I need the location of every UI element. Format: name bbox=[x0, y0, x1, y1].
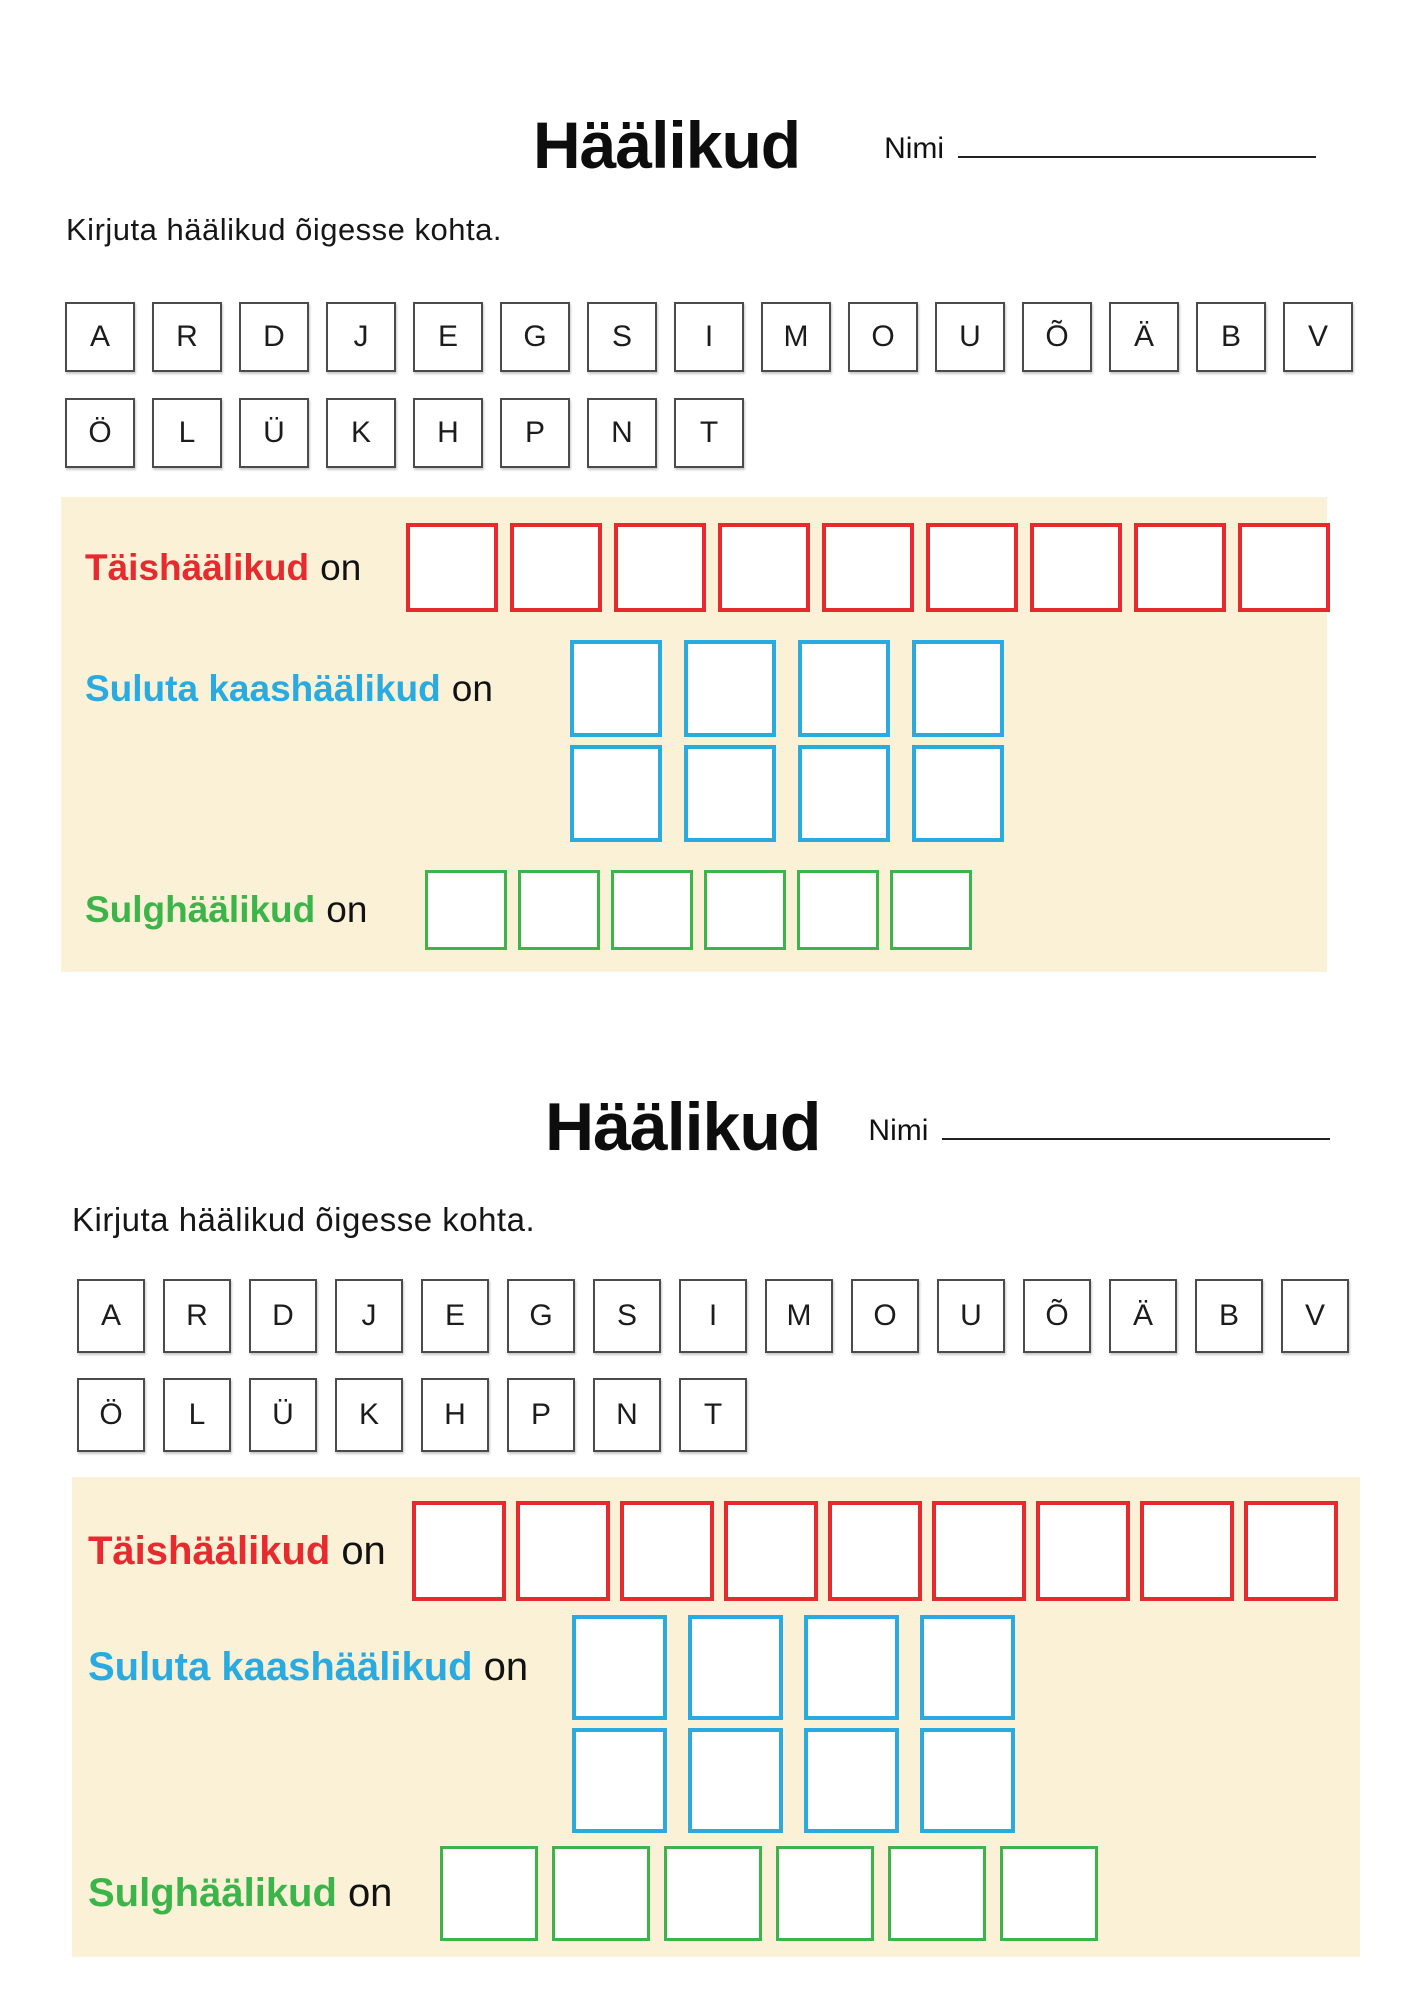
letter-tile: Õ bbox=[1022, 302, 1092, 372]
worksheet-copy-1 bbox=[0, 0, 1414, 972]
answer-box[interactable] bbox=[1238, 523, 1330, 612]
letter-tile: Ü bbox=[239, 398, 309, 468]
name-write-line[interactable] bbox=[942, 1138, 1330, 1140]
answer-box[interactable] bbox=[704, 870, 786, 950]
worksheet-header bbox=[0, 1089, 1414, 1165]
answer-box[interactable] bbox=[572, 1615, 667, 1720]
nonplosive-consonants-section bbox=[88, 1615, 1360, 1833]
worksheet-header bbox=[0, 0, 1414, 182]
page-title: Häälikud bbox=[533, 108, 801, 182]
answer-box[interactable] bbox=[688, 1728, 783, 1833]
plosive-answer-boxes bbox=[440, 1846, 1098, 1941]
name-label: Nimi bbox=[884, 132, 945, 165]
answer-box[interactable] bbox=[932, 1501, 1026, 1601]
answer-box[interactable] bbox=[614, 523, 706, 612]
nonplosive-answer-boxes-row-2 bbox=[570, 745, 1004, 842]
letter-tile: J bbox=[335, 1279, 403, 1353]
answer-box[interactable] bbox=[776, 1846, 874, 1941]
letter-tile: U bbox=[937, 1279, 1005, 1353]
letter-tile: N bbox=[593, 1378, 661, 1452]
answer-box[interactable] bbox=[552, 1846, 650, 1941]
letter-tile: P bbox=[507, 1378, 575, 1452]
letter-tile: B bbox=[1196, 302, 1266, 372]
answer-box[interactable] bbox=[798, 745, 890, 842]
answer-box[interactable] bbox=[1036, 1501, 1130, 1601]
letter-tile: J bbox=[326, 302, 396, 372]
name-field bbox=[884, 132, 1316, 166]
letter-tile: I bbox=[674, 302, 744, 372]
answer-box[interactable] bbox=[684, 745, 776, 842]
answer-box[interactable] bbox=[412, 1501, 506, 1601]
letter-tile: Ö bbox=[77, 1378, 145, 1452]
answer-box[interactable] bbox=[920, 1615, 1015, 1720]
letter-bank-row-1 bbox=[77, 1279, 1414, 1353]
letter-tile: E bbox=[413, 302, 483, 372]
vowel-answer-boxes bbox=[412, 1501, 1338, 1601]
answer-box[interactable] bbox=[440, 1846, 538, 1941]
nonplosive-answer-box-rows bbox=[570, 640, 1004, 842]
answer-box[interactable] bbox=[572, 1728, 667, 1833]
letter-tile: V bbox=[1283, 302, 1353, 372]
answer-box[interactable] bbox=[1134, 523, 1226, 612]
letter-tile: O bbox=[848, 302, 918, 372]
letter-tile: Ö bbox=[65, 398, 135, 468]
answer-box[interactable] bbox=[1030, 523, 1122, 612]
letter-tile: L bbox=[152, 398, 222, 468]
page-title: Häälikud bbox=[545, 1089, 821, 1165]
plosives-section bbox=[85, 870, 1327, 950]
letter-tile: T bbox=[679, 1378, 747, 1452]
answer-box[interactable] bbox=[804, 1615, 899, 1720]
letter-tile: U bbox=[935, 302, 1005, 372]
letter-tile: T bbox=[674, 398, 744, 468]
name-write-line[interactable] bbox=[958, 156, 1316, 158]
vowel-answer-boxes bbox=[406, 523, 1330, 612]
letter-tile: E bbox=[421, 1279, 489, 1353]
letter-tile: K bbox=[326, 398, 396, 468]
answer-box[interactable] bbox=[684, 640, 776, 737]
worksheet-copy-2 bbox=[0, 1089, 1414, 1957]
nonplosive-answer-boxes-row-1 bbox=[570, 640, 1004, 737]
letter-tile: N bbox=[587, 398, 657, 468]
answer-box[interactable] bbox=[688, 1615, 783, 1720]
letter-tile: V bbox=[1281, 1279, 1349, 1353]
answer-panel bbox=[72, 1477, 1360, 1957]
letter-tile: D bbox=[239, 302, 309, 372]
letter-tile: I bbox=[679, 1279, 747, 1353]
answer-box[interactable] bbox=[890, 870, 972, 950]
answer-box[interactable] bbox=[828, 1501, 922, 1601]
nonplosive-answer-box-rows bbox=[572, 1615, 1015, 1833]
plosive-answer-boxes bbox=[425, 870, 972, 950]
letter-tile: A bbox=[65, 302, 135, 372]
answer-box[interactable] bbox=[1000, 1846, 1098, 1941]
letter-tile: Õ bbox=[1023, 1279, 1091, 1353]
answer-box[interactable] bbox=[798, 640, 890, 737]
answer-box[interactable] bbox=[611, 870, 693, 950]
nonplosive-answer-boxes-row-2 bbox=[572, 1728, 1015, 1833]
nonplosive-consonants-section bbox=[85, 640, 1327, 842]
answer-box[interactable] bbox=[570, 640, 662, 737]
letter-tile: L bbox=[163, 1378, 231, 1452]
letter-tile: R bbox=[163, 1279, 231, 1353]
vowels-section bbox=[88, 1501, 1360, 1601]
letter-tile: S bbox=[593, 1279, 661, 1353]
nonplosive-answer-boxes-row-1 bbox=[572, 1615, 1015, 1720]
plosives-label: Sulghäälikud on bbox=[88, 1871, 393, 1915]
instruction-text: Kirjuta häälikud õigesse kohta. bbox=[72, 1201, 536, 1238]
letter-tile: D bbox=[249, 1279, 317, 1353]
nonplosive-consonants-label: Suluta kaashäälikud on bbox=[85, 667, 493, 709]
vowels-label: Täishäälikud on bbox=[88, 1528, 386, 1573]
answer-box[interactable] bbox=[822, 523, 914, 612]
answer-box[interactable] bbox=[1140, 1501, 1234, 1601]
answer-box[interactable] bbox=[920, 1728, 1015, 1833]
answer-box[interactable] bbox=[912, 745, 1004, 842]
plosives-section bbox=[88, 1846, 1360, 1941]
letter-tile: K bbox=[335, 1378, 403, 1452]
letter-tile: Ü bbox=[249, 1378, 317, 1452]
letter-tile: H bbox=[413, 398, 483, 468]
answer-box[interactable] bbox=[406, 523, 498, 612]
letter-tile: B bbox=[1195, 1279, 1263, 1353]
vowels-section bbox=[85, 523, 1327, 612]
answer-box[interactable] bbox=[1244, 1501, 1338, 1601]
letter-bank-row-2 bbox=[77, 1378, 1414, 1452]
answer-box[interactable] bbox=[718, 523, 810, 612]
nonplosive-consonants-label: Suluta kaashäälikud on bbox=[88, 1645, 529, 1689]
answer-box[interactable] bbox=[620, 1501, 714, 1601]
answer-box[interactable] bbox=[926, 523, 1018, 612]
letter-bank-row-2 bbox=[65, 398, 1414, 468]
plosives-label: Sulghäälikud on bbox=[85, 889, 368, 930]
answer-box[interactable] bbox=[797, 870, 879, 950]
letter-tile: G bbox=[500, 302, 570, 372]
name-label: Nimi bbox=[868, 1114, 929, 1147]
letter-tile: O bbox=[851, 1279, 919, 1353]
answer-box[interactable] bbox=[664, 1846, 762, 1941]
answer-panel bbox=[61, 497, 1327, 972]
letter-tile: M bbox=[765, 1279, 833, 1353]
answer-box[interactable] bbox=[510, 523, 602, 612]
letter-bank-row-1 bbox=[65, 302, 1414, 372]
answer-box[interactable] bbox=[912, 640, 1004, 737]
answer-box[interactable] bbox=[570, 745, 662, 842]
letter-tile: A bbox=[77, 1279, 145, 1353]
instruction-text: Kirjuta häälikud õigesse kohta. bbox=[66, 212, 502, 247]
letter-tile: S bbox=[587, 302, 657, 372]
letter-tile: Ä bbox=[1109, 302, 1179, 372]
answer-box[interactable] bbox=[724, 1501, 818, 1601]
letter-tile: G bbox=[507, 1279, 575, 1353]
answer-box[interactable] bbox=[516, 1501, 610, 1601]
vowels-label: Täishäälikud on bbox=[85, 546, 362, 588]
answer-box[interactable] bbox=[425, 870, 507, 950]
letter-tile: M bbox=[761, 302, 831, 372]
letter-tile: H bbox=[421, 1378, 489, 1452]
name-field bbox=[868, 1114, 1330, 1148]
letter-tile: R bbox=[152, 302, 222, 372]
answer-box[interactable] bbox=[804, 1728, 899, 1833]
answer-box[interactable] bbox=[888, 1846, 986, 1941]
letter-tile: P bbox=[500, 398, 570, 468]
letter-tile: Ä bbox=[1109, 1279, 1177, 1353]
answer-box[interactable] bbox=[518, 870, 600, 950]
